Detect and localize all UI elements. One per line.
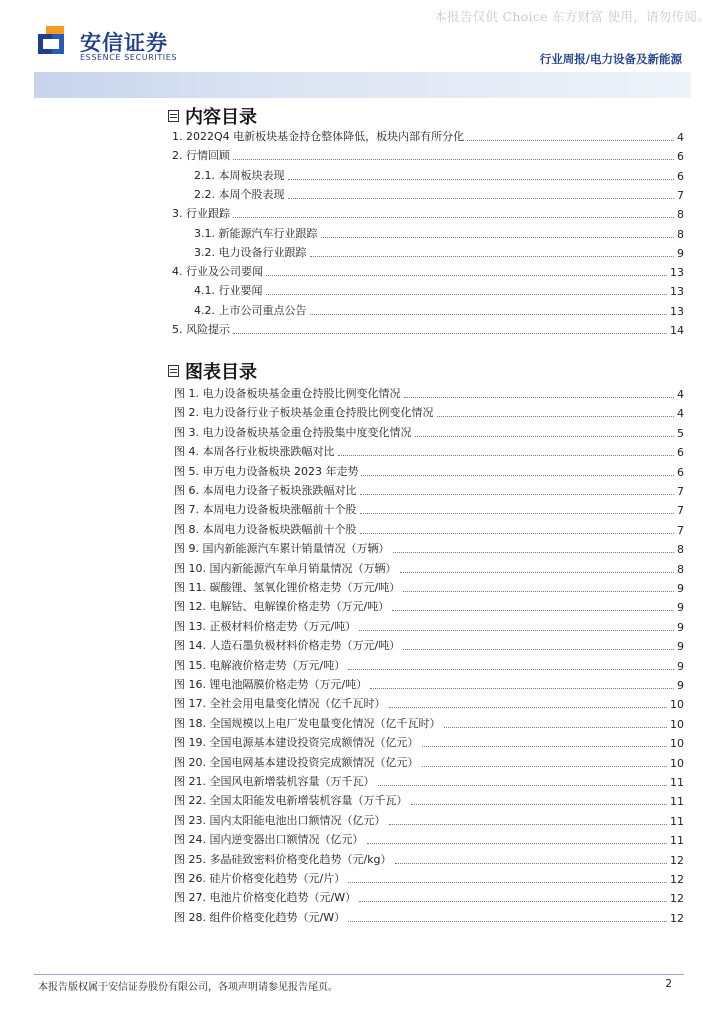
dot-leader [367,843,668,844]
dot-leader [359,901,667,902]
entry-label: 图 1. 电力设备板块基金重仓持股比例变化情况 [174,387,401,400]
figure-entry[interactable] [174,677,684,692]
entry-label: 4. 行业及公司要闻 [172,265,263,279]
entry-page-number: 6 [677,150,684,164]
list-icon [168,110,179,122]
entry-page-number: 10 [670,717,684,731]
watermark-text: 本报告仅供 Choice 东方财富 使用，请勿传阅。 [434,9,710,24]
figure-entry[interactable] [174,464,684,479]
entry-label: 图 19. 全国电源基本建设投资完成额情况（亿元） [174,736,419,750]
dot-leader [266,275,667,276]
entry-page-number: 12 [670,911,684,925]
figure-entry[interactable] [174,483,684,498]
dot-leader [400,572,675,573]
list-icon [168,365,179,377]
entry-page-number: 13 [670,304,684,318]
entry-page-number: 6 [677,169,684,183]
figures-heading-text: 图表目录 [185,362,257,383]
report-type-label: 行业周报/电力设备及新能源 [539,52,682,66]
dot-leader [415,436,675,437]
dot-leader [233,159,674,160]
entry-label: 图 2. 电力设备行业子板块基金重仓持股比例变化情况 [174,406,434,420]
toc-entry[interactable] [172,148,684,163]
figure-entry[interactable] [174,832,684,847]
entry-label: 图 8. 本周电力设备板块跌幅前十个股 [174,522,357,536]
entry-label: 图 14. 人造石墨负极材料价格走势（万元/吨） [174,639,401,653]
dot-leader [389,824,668,825]
entry-page-number: 7 [677,523,684,537]
logo-english-name: ESSENCE SECURITIES [80,53,178,62]
entry-page-number: 6 [677,446,684,460]
toc-entry[interactable] [172,264,684,279]
entry-label: 图 6. 本周电力设备子板块涨跌幅对比 [174,484,357,497]
figure-entry[interactable] [174,386,684,401]
figures-heading [168,358,257,384]
entry-label: 1. 2022Q4 电新板块基金持仓整体降低，板块内部有所分化 [172,130,465,143]
dot-leader [310,256,675,257]
figure-entry[interactable] [174,793,684,808]
entry-page-number: 6 [677,465,684,479]
entry-label: 图 27. 电池片价格变化趋势（元/W） [174,891,357,905]
entry-page-number: 9 [677,246,684,260]
entry-label: 图 18. 全国规模以上电厂发电量变化情况（亿千瓦时） [174,716,441,730]
entry-label: 图 22. 全国太阳能发电新增装机容量（万千瓦） [174,794,408,808]
entry-page-number: 11 [670,834,684,848]
toc-entry[interactable] [172,322,684,337]
figure-entry[interactable] [174,735,684,750]
entry-page-number: 4 [677,131,684,144]
dot-leader [444,727,668,728]
figure-entry[interactable] [174,541,684,556]
entry-label: 图 11. 碳酸锂、氢氧化锂价格走势（万元/吨） [174,581,401,594]
entry-page-number: 8 [677,562,684,576]
entry-label: 图 10. 国内新能源汽车单月销量情况（万辆） [174,561,397,575]
entry-label: 5. 风险提示 [172,323,230,336]
entry-label: 图 24. 国内逆变器出口额情况（亿元） [174,833,364,847]
entry-page-number: 7 [677,188,684,202]
dot-leader [360,513,675,514]
toc-entry[interactable] [194,283,684,298]
entry-page-number: 9 [677,640,684,654]
entry-page-number: 10 [670,737,684,751]
dot-leader [360,494,675,495]
figure-entry[interactable] [174,696,684,711]
entry-page-number: 9 [677,679,684,692]
page-number: 2 [665,978,672,990]
dot-leader [359,630,674,631]
dot-leader [403,649,674,650]
figure-entry[interactable] [174,580,684,595]
dot-leader [392,610,674,611]
entry-label: 2.2. 本周个股表现 [194,187,285,201]
figure-entry[interactable] [174,619,684,634]
entry-label: 图 20. 全国电网基本建设投资完成额情况（亿元） [174,755,419,769]
entry-page-number: 11 [670,776,684,789]
figure-entry[interactable] [174,444,684,459]
figure-entry[interactable] [174,658,684,673]
dot-leader [310,314,668,315]
entry-label: 图 17. 全社会用电量变化情况（亿千瓦时） [174,697,386,711]
dot-leader [361,475,674,476]
entry-label: 图 25. 多晶硅致密料价格变化趋势（元/kg） [174,852,392,866]
dot-leader [348,882,667,883]
entry-page-number: 12 [670,853,684,867]
dot-leader [338,455,675,456]
entry-page-number: 12 [670,873,684,886]
dot-leader [233,217,674,218]
entry-page-number: 12 [670,892,684,906]
header-band [34,72,691,98]
entry-page-number: 11 [670,814,684,828]
figure-entry[interactable] [174,890,684,905]
company-logo [34,24,234,66]
entry-label: 图 13. 正极材料价格走势（万元/吨） [174,619,357,633]
figure-entry[interactable] [174,405,684,420]
dot-leader [321,237,675,238]
logo-chinese-name: 安信证券 [80,31,168,55]
dot-leader [288,179,675,180]
contents-heading [168,103,257,129]
entry-label: 图 4. 本周各行业板块涨跌幅对比 [174,445,335,459]
figure-entry[interactable] [174,774,684,789]
contents-heading-text: 内容目录 [185,107,257,128]
toc-entry[interactable] [194,187,684,202]
entry-label: 2.1. 本周板块表现 [194,168,285,182]
entry-page-number: 8 [677,543,684,557]
figure-entry[interactable] [174,910,684,925]
entry-page-number: 4 [677,407,684,421]
dot-leader [389,707,668,708]
entry-label: 4.1. 行业要闻 [194,284,263,298]
figure-entry[interactable] [174,813,684,828]
dot-leader [403,591,674,592]
dot-leader [404,397,675,398]
entry-page-number: 9 [677,620,684,634]
footer-divider [34,974,684,975]
entry-label: 图 12. 电解钴、电解镍价格走势（万元/吨） [174,600,390,614]
entry-label: 3. 行业跟踪 [172,207,230,221]
figure-entry[interactable] [174,871,684,886]
dot-leader [370,688,674,689]
toc-entry[interactable] [194,245,684,260]
dot-leader [360,533,675,534]
entry-label: 图 21. 全国风电新增装机容量（万千瓦） [174,775,375,788]
entry-label: 图 7. 本周电力设备板块涨幅前十个股 [174,503,357,517]
toc-entry[interactable] [172,206,684,221]
figure-entry[interactable] [174,716,684,731]
entry-page-number: 7 [677,485,684,498]
entry-label: 4.2. 上市公司重点公告 [194,303,307,317]
entry-label: 图 15. 电解液价格走势（万元/吨） [174,658,346,672]
entry-page-number: 5 [677,426,684,440]
dot-leader [422,766,668,767]
figure-entry[interactable] [174,638,684,653]
figure-entry[interactable] [174,852,684,867]
figure-entry[interactable] [174,561,684,576]
dot-leader [233,333,667,334]
dot-leader [422,746,668,747]
figure-entry[interactable] [174,755,684,770]
dot-leader [393,552,675,553]
dot-leader [288,198,675,199]
entry-label: 图 23. 国内太阳能电池出口额情况（亿元） [174,813,386,827]
figure-entry[interactable] [174,522,684,537]
entry-page-number: 9 [677,582,684,595]
dot-leader [437,416,675,417]
entry-page-number: 10 [670,756,684,770]
entry-label: 图 16. 锂电池隔膜价格走势（万元/吨） [174,678,368,691]
toc-entry[interactable] [194,303,684,318]
entry-page-number: 14 [670,324,684,337]
dot-leader [348,669,674,670]
dot-leader [348,921,667,922]
entry-page-number: 13 [670,266,684,280]
entry-label: 3.1. 新能源汽车行业跟踪 [194,226,318,240]
entry-page-number: 7 [677,504,684,518]
entry-page-number: 10 [670,698,684,712]
entry-page-number: 8 [677,227,684,241]
entry-label: 图 3. 电力设备板块基金重仓持股集中度变化情况 [174,425,412,439]
dot-leader [411,804,668,805]
entry-label: 图 28. 组件价格变化趋势（元/W） [174,910,346,924]
footer-disclaimer: 本报告版权属于安信证券股份有限公司，各项声明请参见报告尾页。 [38,982,338,993]
entry-page-number: 13 [670,285,684,299]
toc-entry[interactable] [172,129,684,144]
dot-leader [378,785,668,786]
entry-label: 3.2. 电力设备行业跟踪 [194,245,307,259]
toc-entry[interactable] [194,168,684,183]
figure-entry[interactable] [174,502,684,517]
entry-label: 图 5. 申万电力设备板块 2023 年走势 [174,464,359,478]
dot-leader [467,140,674,141]
logo-mark-icon [34,24,68,58]
figure-entry[interactable] [174,599,684,614]
entry-page-number: 11 [670,795,684,809]
entry-label: 图 26. 硅片价格变化趋势（元/片） [174,872,346,885]
entry-page-number: 4 [677,388,684,401]
entry-page-number: 9 [677,659,684,673]
figure-entry[interactable] [174,425,684,440]
dot-leader [266,294,668,295]
entry-page-number: 8 [677,208,684,222]
entry-label: 2. 行情回顾 [172,149,230,163]
toc-entry[interactable] [194,226,684,241]
dot-leader [395,863,667,864]
entry-page-number: 9 [677,601,684,615]
entry-label: 图 9. 国内新能源汽车累计销量情况（万辆） [174,542,390,556]
